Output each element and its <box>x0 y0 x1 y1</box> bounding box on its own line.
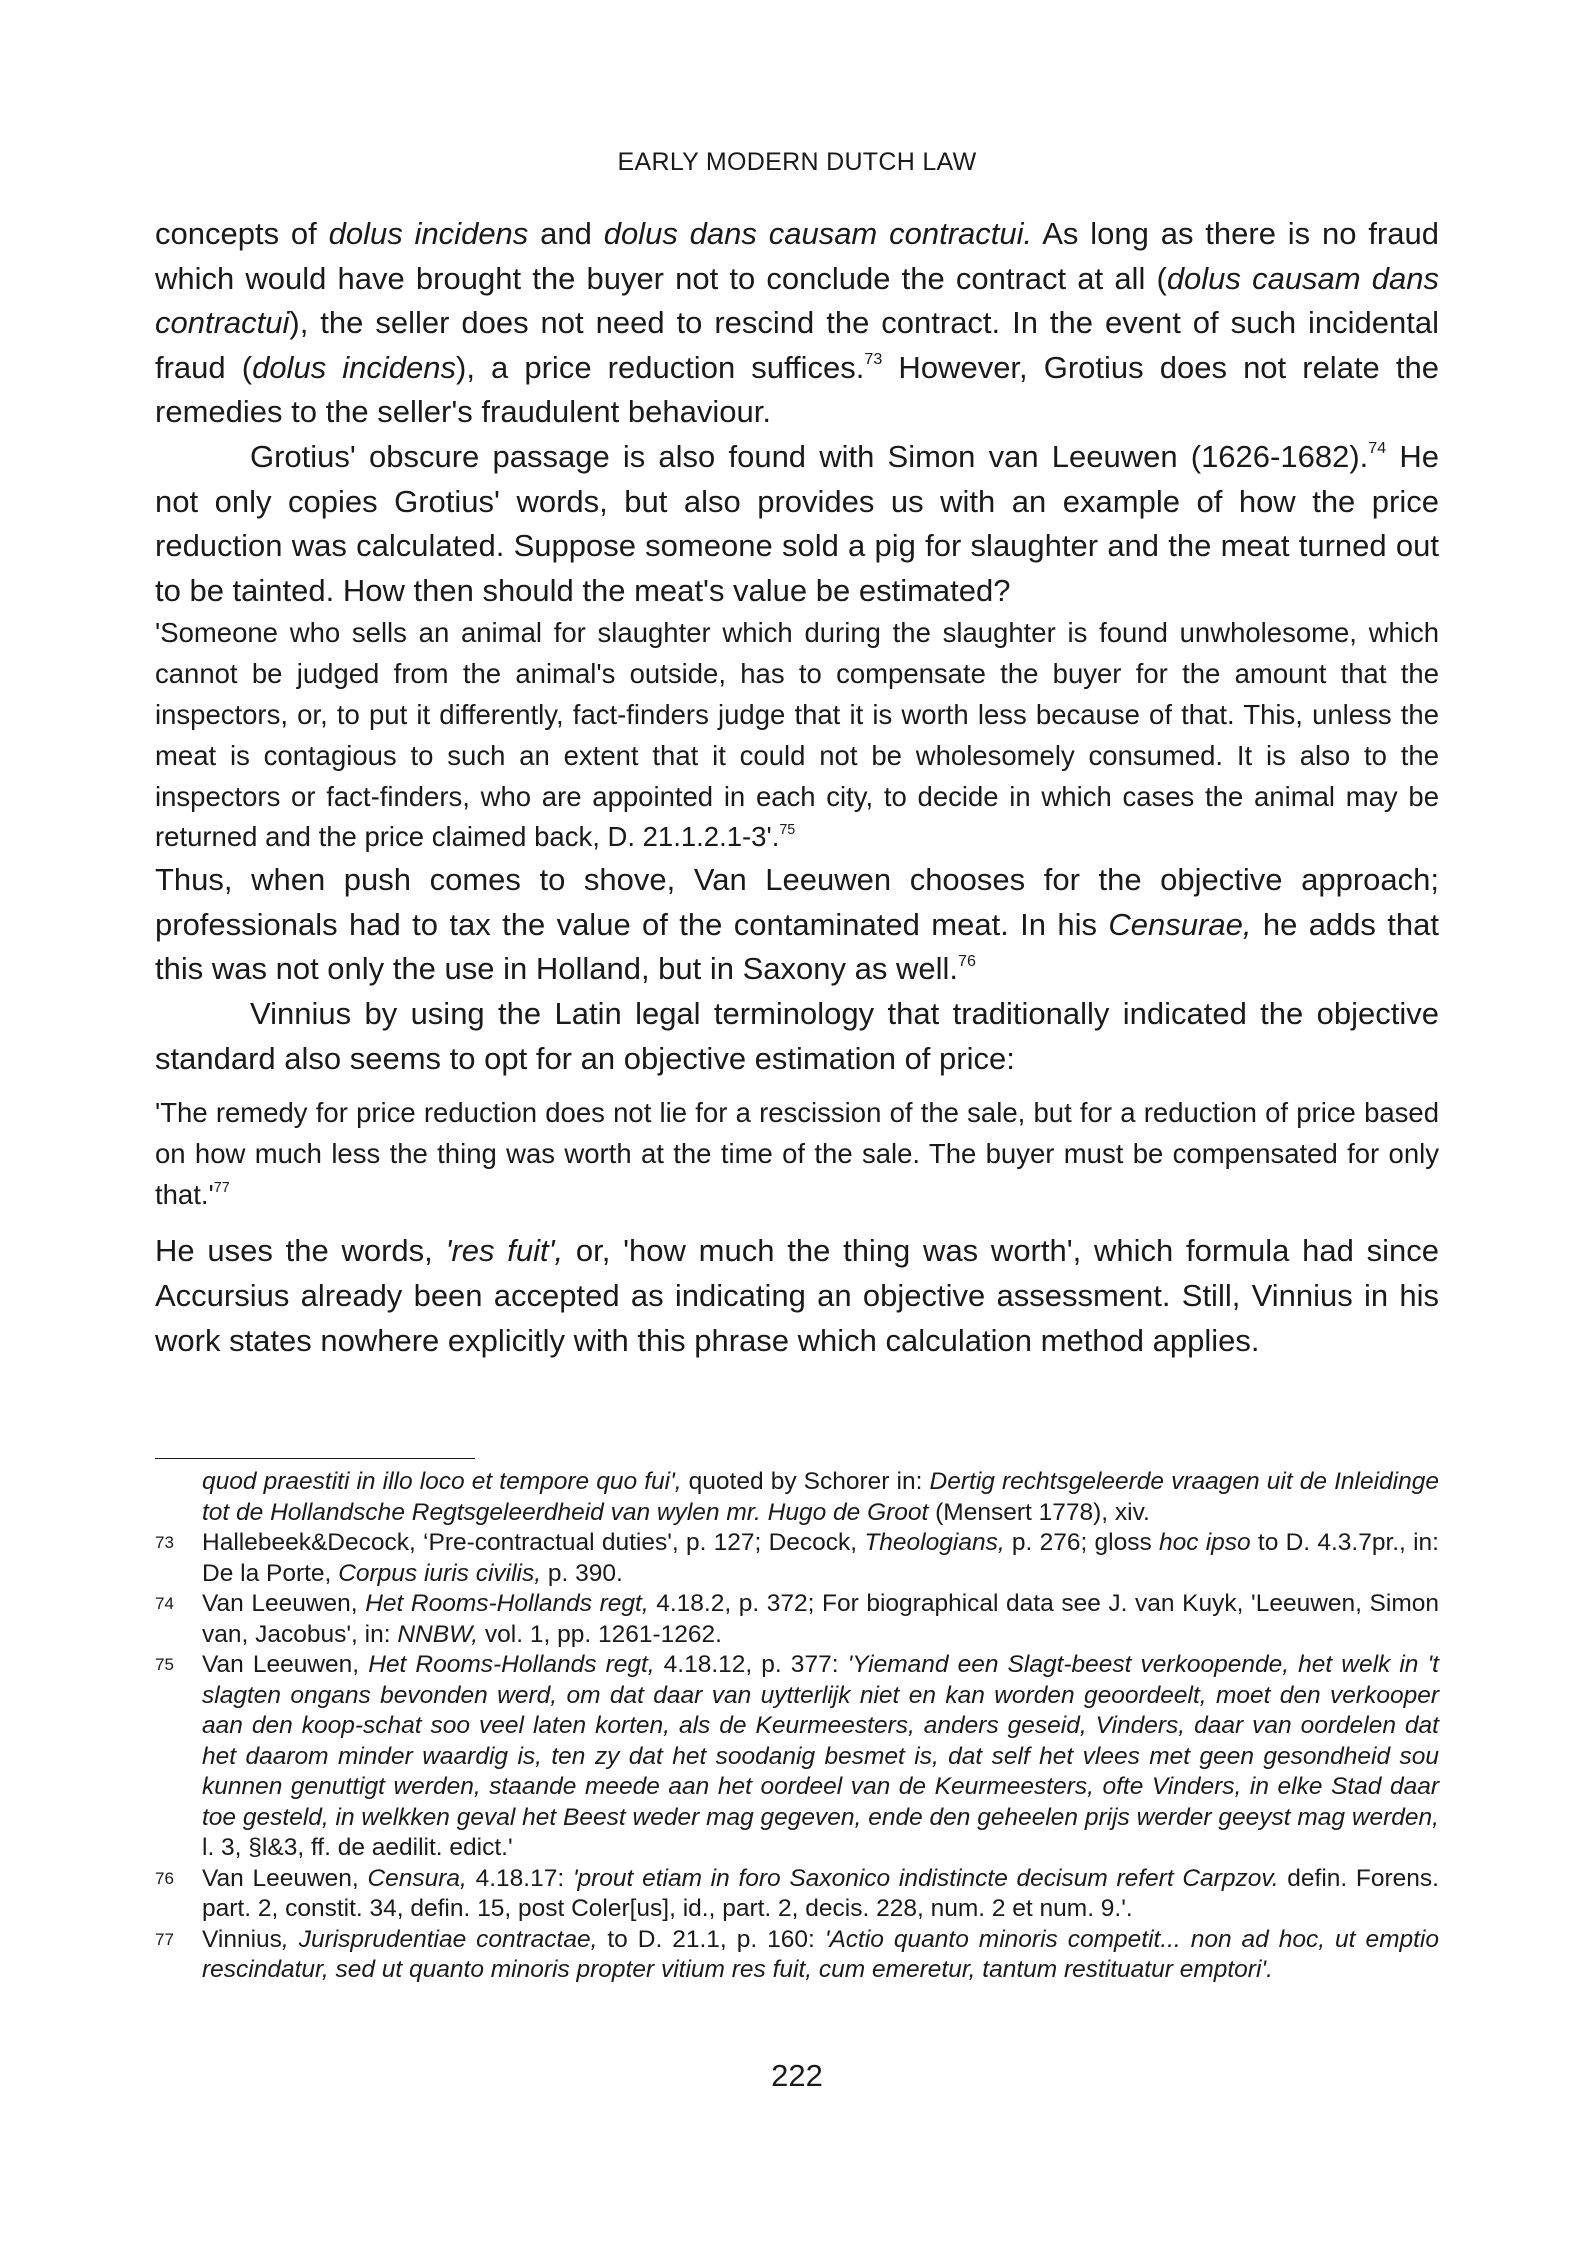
text: to D. 21.1, p. 160: <box>597 1925 825 1953</box>
main-text <box>155 212 1439 1363</box>
italic-text: 'Yiemand een Slagt-beest verkoopende, het welk in 't slagten ongans bevonden werd, om dat daar van uytterlijk niet en kan worden geoordeelt, moet den verkooper aan den koop-schat soo veel laten korten, als de Keurmeesters, anders geseid, Vinders, daar van oordelen dat het daarom minder waardig is, ten zy dat het soodanig besmet is, dat self het vlees met geen gesondheid sou kunnen genuttigt werden, staande meede aan het oordeel van de Keurmeesters, ofte Vinders, in elke Stad daar toe gesteld, in welkken geval het Beest weder mag gegeven, ende den geheelen prijs werder geeyst mag werden, <box>202 1651 1439 1831</box>
text: Van Leeuwen, <box>202 1651 369 1678</box>
text: Van Leeuwen, <box>202 1864 368 1892</box>
text: p. 390. <box>541 1559 623 1587</box>
text: defin. Forens. part. 2, constit. 34, defin. 15, post Coler[us], id., part. 2, decis. 228, num. 2 et num. 9.'. <box>202 1864 1439 1922</box>
quote-text: 'The remedy for price reduction does not lie for a rescission of the sale, but for a reduction of price based on how much less the thing was worth at the time of the sale. The buyer must be compensated for only that.' <box>155 1097 1439 1210</box>
italic-term: dolus dans causam contractui. <box>603 216 1033 251</box>
footnote-76 <box>155 1864 1439 1925</box>
footnote-number: 74 <box>155 1594 174 1613</box>
italic-text: Het Rooms-Hollands regt, <box>365 1590 649 1617</box>
text: Vinnius <box>202 1925 282 1953</box>
footnote-number: 76 <box>155 1868 174 1888</box>
text: Van Leeuwen, <box>202 1590 366 1617</box>
paragraph-2 <box>155 435 1439 613</box>
italic-text: Censura, <box>367 1864 467 1892</box>
paragraph-1 <box>155 212 1439 435</box>
text: concepts of <box>155 216 329 251</box>
italic-term: 'res fuit', <box>445 1233 564 1269</box>
text: However, Grotius does not relate the remedies to the seller's fraudulent behaviour. <box>155 349 1439 430</box>
text: to D. 4.3.7pr., in: De la Porte, <box>202 1529 1439 1587</box>
footnote-74 <box>155 1589 1439 1650</box>
paragraph-4: Vinnius by using the Latin legal terminology that traditionally indicated the objective standard also seems to opt for an objective estimation of price: <box>155 995 1439 1076</box>
italic-text: 'Actio quanto minoris competit... non ad hoc, ut emptio rescindatur, sed ut quanto minoris propter vitium res fuit, cum emeretur, tantum restituatur emptori'. <box>202 1925 1439 1983</box>
italic-term: Censurae, <box>1108 906 1252 942</box>
italic-text: Het Rooms-Hollands regt, <box>368 1651 655 1678</box>
text: and <box>528 216 604 251</box>
footnote-ref-73[interactable]: 73 <box>864 350 883 369</box>
italic-term: dolus causam dans contractui <box>155 260 1439 341</box>
italic-text: 'prout etiam in foro Saxonico indistincte decisum refert Carpzov. <box>572 1864 1279 1892</box>
italic-text: NNBW, <box>397 1620 479 1648</box>
running-head: EARLY MODERN DUTCH LAW <box>617 148 977 176</box>
text: He uses the words, <box>155 1233 446 1269</box>
text: Grotius' obscure passage is also found with Simon van Leeuwen (1626-1682). <box>250 438 1369 474</box>
text: Thus, when push comes to shove, Van Leeuwen chooses for the objective approach; professionals had to tax the value of the contaminated meat. In his <box>155 862 1439 942</box>
text: As long as there is no fraud which would have brought the buyer not to conclude the contract at all ( <box>155 216 1439 296</box>
italic-term: dolus incidens <box>252 349 457 385</box>
block-quote-1 <box>155 613 1439 858</box>
italic-text: Theologians, <box>864 1529 1005 1556</box>
italic-text: hoc ipso <box>1158 1529 1251 1556</box>
italic-text: Dertig rechtsgeleerde vraagen uit de Inleidinge tot de Hollandsche Regtsgeleerdheid van wylen mr. Hugo de Groot <box>202 1468 1439 1526</box>
italic-text: Corpus iuris civilis, <box>338 1559 542 1587</box>
text: vol. 1, pp. 1261-1262. <box>478 1620 722 1648</box>
text: or, 'how much the thing was worth', which formula had since Accursius already been accepted as indicating an objective assessment. Still, Vinnius in his work states nowhere explicitly with this phrase which calculation method applies. <box>155 1233 1439 1358</box>
footnote-ref-76[interactable]: 76 <box>958 951 976 970</box>
footnotes <box>155 1467 1439 1986</box>
paragraph-3 <box>155 858 1439 992</box>
page-number: 222 <box>771 2058 823 2093</box>
text: l. 3, §l&3, ff. de aedilit. edict.' <box>202 1834 513 1861</box>
quote-text: 'Someone who sells an animal for slaughter which during the slaughter is found unwholesome, which cannot be judged from the animal's outside, has to compensate the buyer for the amount that the inspectors, or, to put it differently, fact-finders judge that it is worth less because of that. This, unless the meat is contagious to such an extent that it could not be wholesomely consumed. It is also to the inspectors or fact-finders, who are appointed in each city, to decide in which cases the animal may be returned and the price claimed back, D. 21.1.2.1-3'. <box>155 617 1439 853</box>
footnote-77 <box>155 1925 1439 1986</box>
italic-term: dolus incidens <box>328 216 529 251</box>
text: he adds that this was not only the use in Holland, but in Saxony as well. <box>155 906 1439 987</box>
footnote-ref-74[interactable]: 74 <box>1368 439 1387 458</box>
text: ), the seller does not need to rescind the contract. In the event of such incidental fraud ( <box>155 305 1439 385</box>
italic-text: quod praestiti in illo loco et tempore quo fui', <box>202 1468 682 1495</box>
text: 4.18.2, p. 372; For biographical data see J. van Kuyk, 'Leeuwen, Simon van, Jacobus', in: <box>202 1590 1439 1648</box>
paragraph-5 <box>155 1229 1439 1363</box>
footnote-75 <box>155 1650 1439 1864</box>
text: Hallebeek&Decock, ‘Pre-contractual duties', p. 127; Decock, <box>202 1529 865 1556</box>
text: 4.18.17: <box>466 1864 573 1892</box>
text: He not only copies Grotius' words, but also provides us with an example of how the price reduction was calculated. Suppose someone sold a pig for slaughter and the meat turned out to be tainted. How then should the meat's value be estimated? <box>155 438 1439 608</box>
footnote-separator <box>155 1458 475 1459</box>
footnote-number: 73 <box>155 1533 174 1552</box>
footnote-number: 77 <box>155 1929 174 1949</box>
footnote-73 <box>155 1528 1439 1589</box>
text: 4.18.12, p. 377: <box>654 1651 848 1678</box>
block-quote-2 <box>155 1093 1439 1215</box>
italic-text: , Jurisprudentiae contractae, <box>281 1925 598 1953</box>
text: quoted by Schorer in: <box>681 1468 930 1495</box>
text: p. 276; gloss <box>1004 1529 1159 1556</box>
footnote-ref-77[interactable]: 77 <box>213 1179 230 1196</box>
footnote-ref-75[interactable]: 75 <box>779 822 796 839</box>
text: ), a price reduction suffices. <box>456 349 865 385</box>
footnote-continuation <box>155 1467 1439 1528</box>
text: (Mensert 1778), xiv. <box>928 1498 1150 1526</box>
footnote-number: 75 <box>155 1655 174 1674</box>
